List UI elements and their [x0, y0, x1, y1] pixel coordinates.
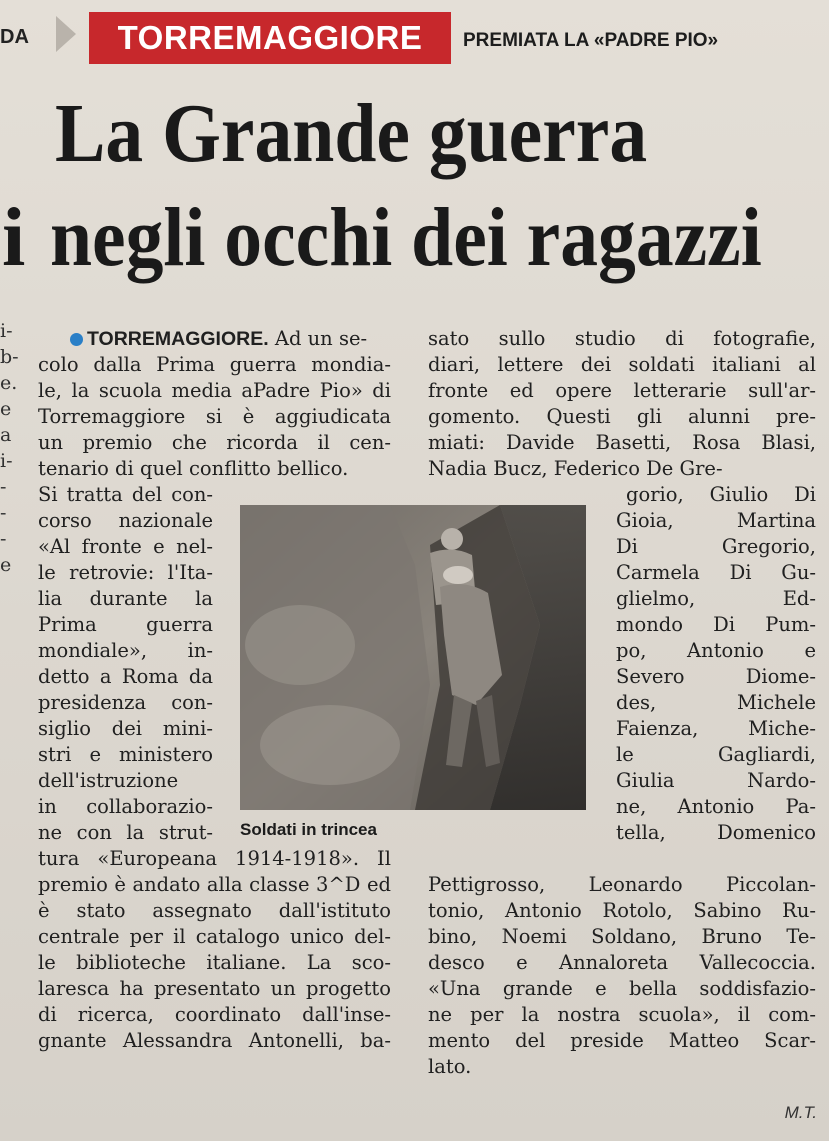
text-line: mento del preside Matteo Scar- — [428, 1029, 816, 1052]
article-column-2-bottom — [428, 872, 816, 1080]
text-line: Nadia Bucz, Federico De Gre- — [428, 457, 723, 480]
text-line: è stato assegnato dall'istituto — [38, 899, 391, 922]
text-line-rest: Ad un se- — [274, 327, 368, 350]
article-column-2-top — [428, 326, 816, 482]
text-line: miati: Davide Basetti, Rosa Blasi, — [428, 431, 816, 454]
photo-illustration — [240, 505, 586, 810]
text-line: dell'istruzione — [38, 769, 179, 792]
text-line: Di Gregorio, — [616, 535, 816, 558]
headline-line-2-fragment: i — [2, 191, 26, 284]
text-line: Torremaggiore si è aggiudicata — [38, 405, 391, 428]
text-line: le retrovie: l'Ita- — [38, 561, 213, 584]
text-line: mondiale», in- — [38, 639, 213, 662]
text-line: Giulia Nardo- — [616, 769, 816, 792]
text-line: le, la scuola media aPadre Pio» di — [38, 379, 391, 402]
text-line: in collaborazio- — [38, 795, 213, 818]
text-line: Pettigrosso, Leonardo Piccolan- — [428, 873, 816, 896]
text-line: desco e Annaloreta Vallecoccia. — [428, 951, 816, 974]
text-line: lato. — [428, 1055, 472, 1078]
text-line-first — [38, 326, 391, 352]
bullet-icon — [70, 333, 83, 346]
text-line: tonio, Antonio Rotolo, Sabino Ru- — [428, 899, 816, 922]
fragment-line: i- — [0, 450, 13, 472]
text-line: po, Antonio e — [616, 639, 816, 662]
photo-caption: Soldati in trincea — [240, 820, 377, 839]
article-column-2-narrow — [616, 482, 816, 846]
text-line: gomento. Questi gli alunni pre- — [428, 405, 816, 428]
headline-line-1: La Grande guerra — [55, 87, 648, 180]
headline-line-2: negli occhi dei ragazzi — [50, 191, 762, 284]
text-line: Gioia, Martina — [616, 509, 816, 532]
text-line: Si tratta del con- — [38, 483, 213, 506]
text-line: glielmo, Ed- — [616, 587, 816, 610]
fragment-line: e — [0, 554, 12, 576]
text-line: gorio, Giulio Di — [626, 483, 816, 506]
text-line: Faienza, Miche- — [616, 717, 816, 740]
text-line: des, Michele — [616, 691, 816, 714]
text-line: gnante Alessandra Antonelli, ba- — [38, 1029, 391, 1052]
text-line: colo dalla Prima guerra mondia- — [38, 353, 391, 376]
fragment-line: a — [0, 424, 12, 446]
text-line: di ricerca, coordinato dall'inse- — [38, 1003, 391, 1026]
section-kicker — [89, 12, 451, 64]
text-line: laresca ha presentato un progetto — [38, 977, 391, 1000]
text-line: tella, Domenico — [616, 821, 816, 844]
text-line: Prima guerra — [38, 613, 213, 636]
text-line: un premio che ricorda il cen- — [38, 431, 391, 454]
text-line: diari, lettere dei soldati italiani al — [428, 353, 816, 376]
text-line: «Al fronte e nel- — [38, 535, 213, 558]
text-line: ne, Antonio Pa- — [616, 795, 816, 818]
text-line: Carmela Di Gu- — [616, 561, 816, 584]
text-line: mondo Di Pum- — [616, 613, 816, 636]
text-line: Severo Diome- — [616, 665, 816, 688]
trench-photo — [240, 505, 586, 810]
fragment-line: - — [0, 502, 7, 524]
text-line: siglio dei mini- — [38, 717, 213, 740]
fragment-line: e — [0, 398, 12, 420]
text-line: centrale per il catalogo unico del- — [38, 925, 391, 948]
text-line: tura «Europeana 1914-1918». Il — [38, 847, 391, 870]
dateline: TORREMAGGIORE. — [87, 328, 269, 350]
text-line: stri e ministero — [38, 743, 213, 766]
fragment-line: i- — [0, 320, 13, 342]
text-line: detto a Roma da — [38, 665, 213, 688]
text-line: corso nazionale — [38, 509, 213, 532]
text-line: le Gagliardi, — [616, 743, 816, 766]
fragment-line: e. — [0, 372, 18, 394]
text-line: presidenza con- — [38, 691, 213, 714]
subkicker: PREMIATA LA «PADRE PIO» — [463, 30, 719, 51]
text-line: ne con la strut- — [38, 821, 213, 844]
author-signature: M.T. — [784, 1103, 817, 1122]
fragment-line: - — [0, 528, 7, 550]
fragment-line: b- — [0, 346, 19, 368]
arrow-right-icon — [56, 16, 76, 52]
text-line: fronte ed opere letterarie sull'ar- — [428, 379, 816, 402]
text-line: «Una grande e bella soddisfazio- — [428, 977, 816, 1000]
text-line: premio è andato alla classe 3^D ed — [38, 873, 391, 896]
text-line: bino, Noemi Soldano, Bruno Te- — [428, 925, 816, 948]
section-kicker-text: TORREMAGGIORE — [117, 19, 423, 56]
text-line: ne per la nostra scuola», il com- — [428, 1003, 816, 1026]
text-line: le biblioteche italiane. La sco- — [38, 951, 391, 974]
text-line: sato sullo studio di fotografie, — [428, 327, 816, 350]
text-line: lia durante la — [38, 587, 213, 610]
fragment-line: - — [0, 476, 7, 498]
previous-article-fragments — [0, 318, 19, 578]
text-line: tenario di quel conflitto bellico. — [38, 457, 349, 480]
previous-section-label: DA — [0, 26, 29, 48]
